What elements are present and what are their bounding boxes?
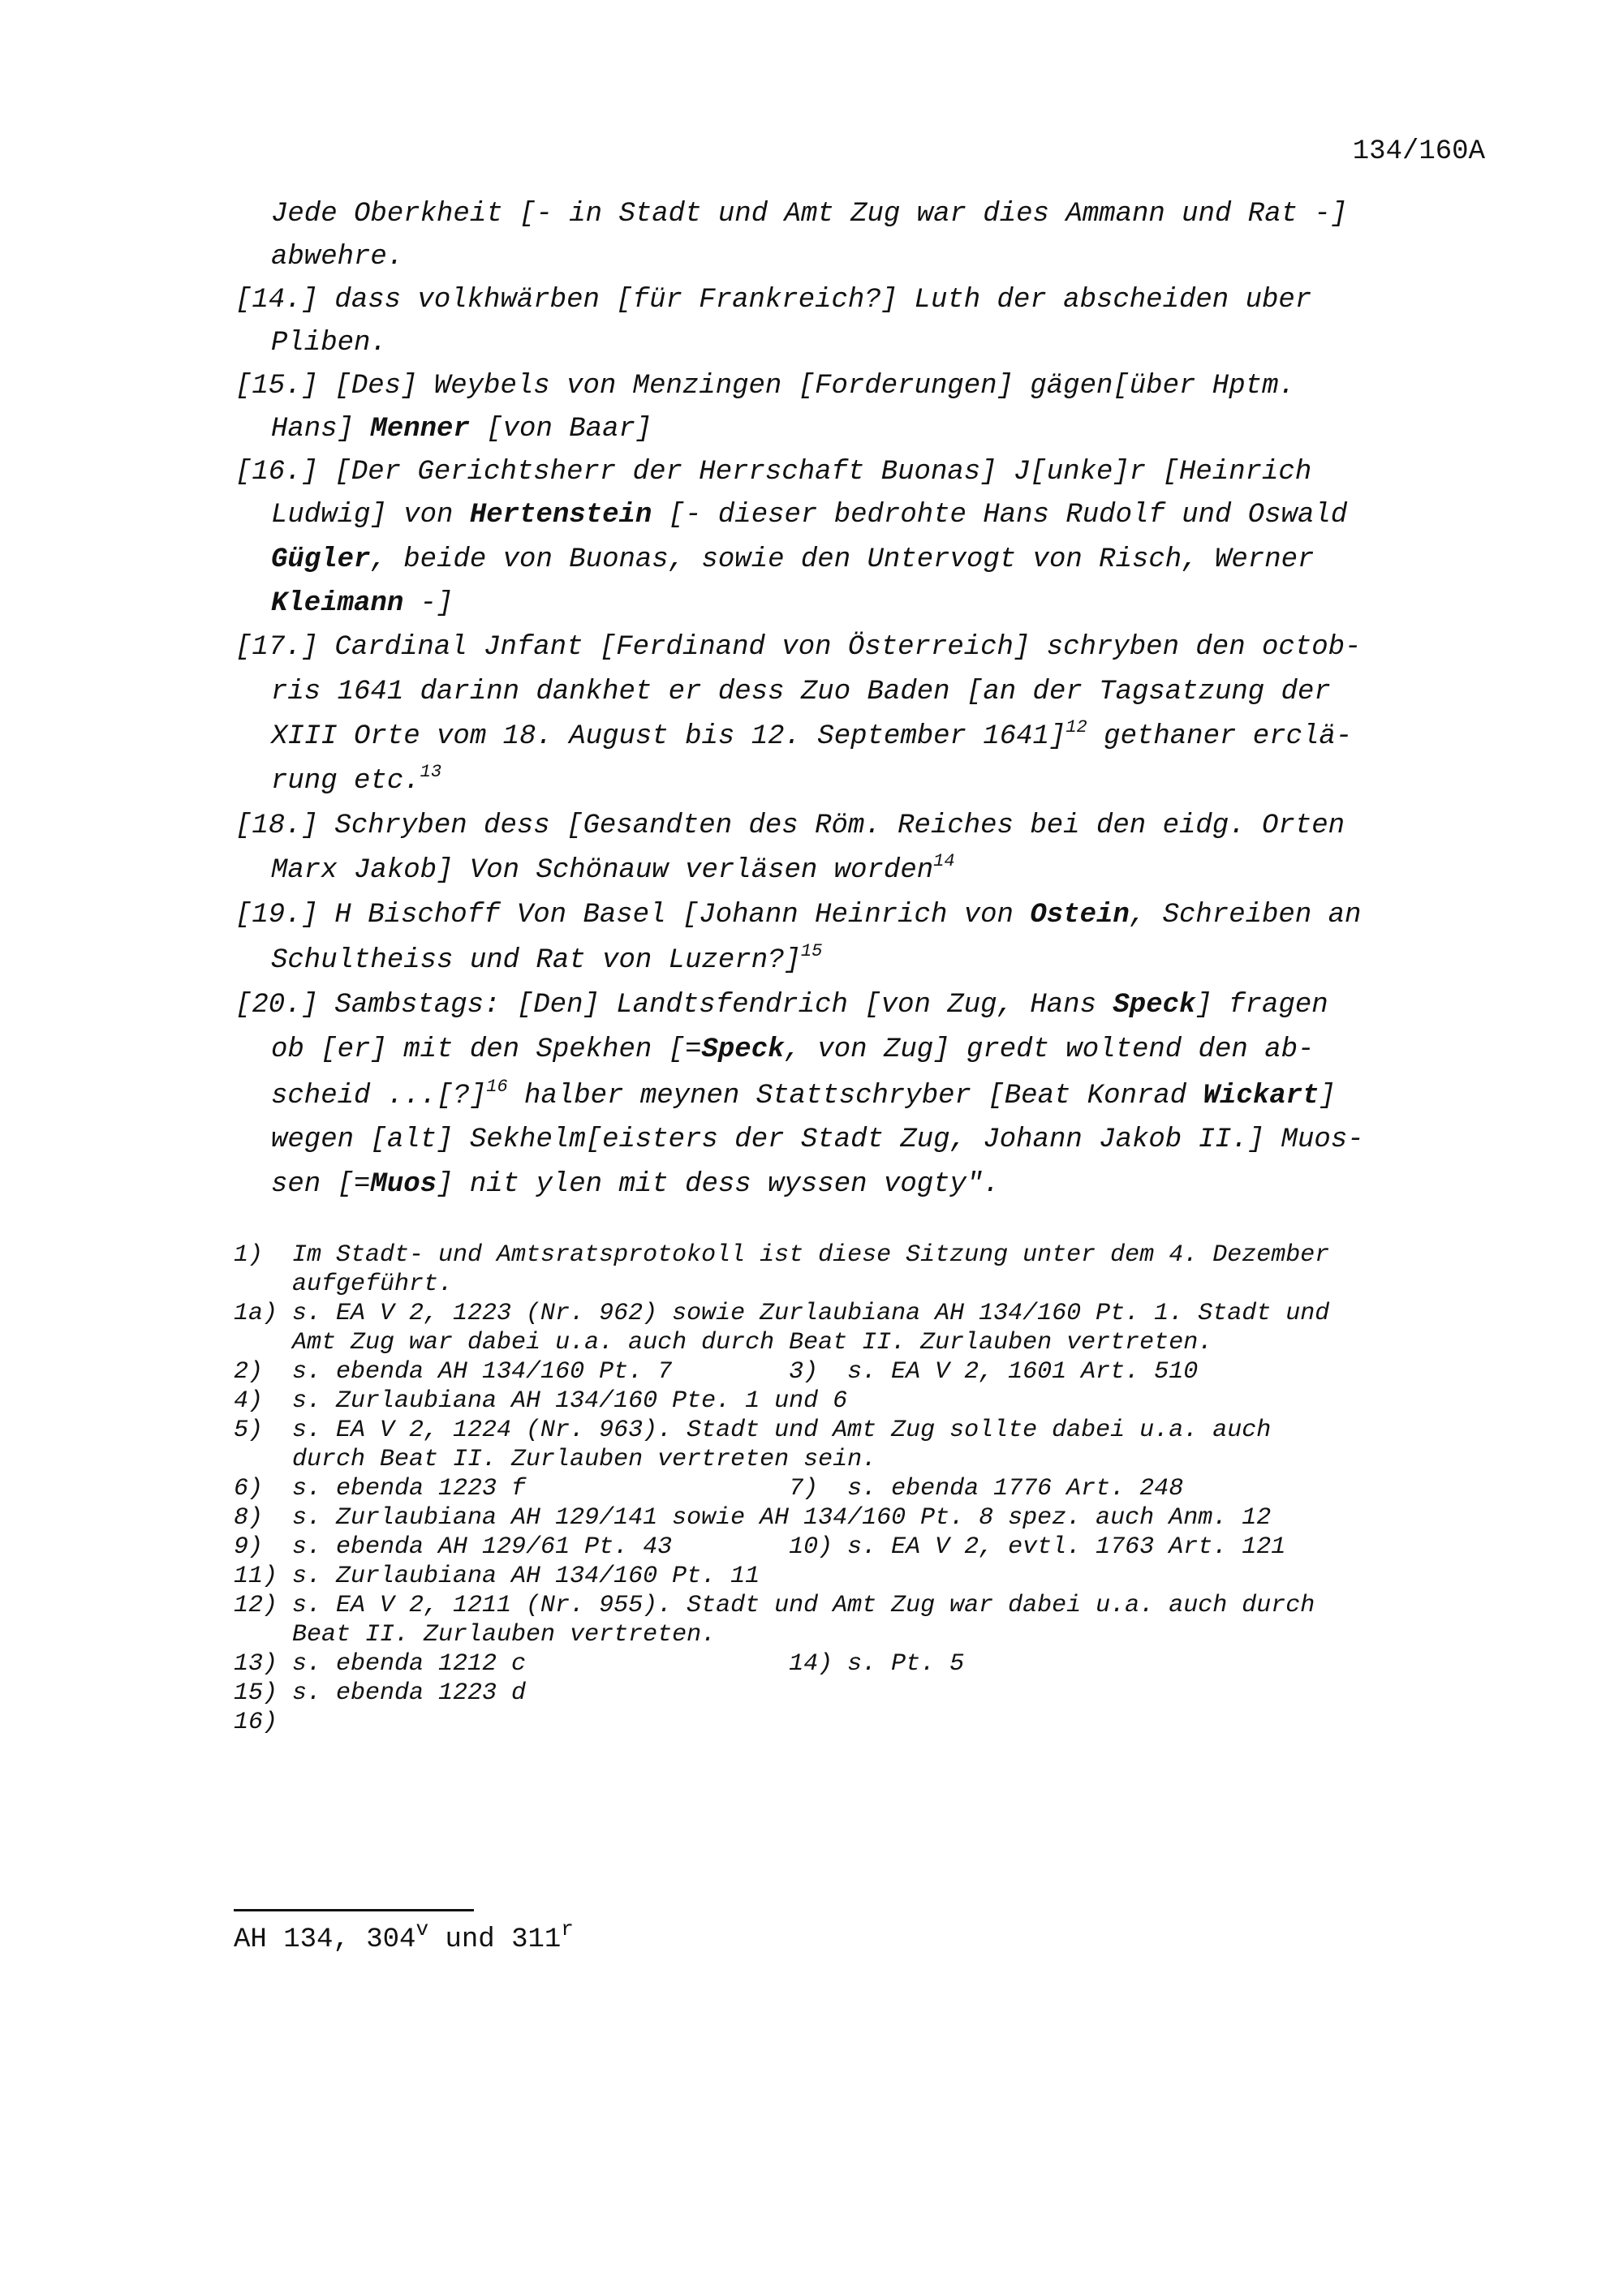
footnote: 6) s. ebenda 1223 f 7) s. ebenda 1776 Art. 248 xyxy=(234,1475,1184,1503)
footnote: 5) s. EA V 2, 1224 (Nr. 963). Stadt und Amt Zug sollte dabei u.a. auch xyxy=(234,1417,1272,1444)
text-line: Jede Oberkheit [- in Stadt und Amt Zug war dies Ammann und Rat -] xyxy=(271,199,1348,230)
archive-reference: AH 134, 304$^v$ und 311$^r$ xyxy=(234,1917,574,1955)
footnote: Beat II. Zurlauben vertreten. xyxy=(234,1621,717,1649)
footnote: Amt Zug war dabei u.a. auch durch Beat II. Zurlauben vertreten. xyxy=(234,1329,1213,1357)
footnote-ref: 15 xyxy=(800,941,823,961)
footnote: 4) s. Zurlaubiana AH 134/160 Pte. 1 und 6 xyxy=(234,1387,848,1415)
footnote-ref: 12 xyxy=(1065,717,1087,737)
text-line: Schultheiss und Rat von Luzern?]$^{15}$ xyxy=(271,941,823,976)
person-name: Gügler xyxy=(271,544,371,575)
text-line: ris 1641 darinn dankhet er dess Zuo Baden [an der Tagsatzung der xyxy=(271,677,1331,707)
footnote-ref: 16 xyxy=(486,1077,508,1097)
item-15-line: [15.] [Des] Weybels von Menzingen [Forderungen] gägen[über Hptm. xyxy=(235,371,1295,402)
footnote: durch Beat II. Zurlauben vertreten sein. xyxy=(234,1446,877,1473)
footnote: 2) s. ebenda AH 134/160 Pt. 7 3) s. EA V 2, 1601 Art. 510 xyxy=(234,1358,1199,1386)
person-name: Menner xyxy=(370,414,470,445)
person-name: Hertenstein xyxy=(469,500,652,531)
footnote-ref: 14 xyxy=(933,851,955,871)
footnote: 11) s. Zurlaubiana AH 134/160 Pt. 11 xyxy=(234,1563,760,1590)
text-line: Gügler, beide von Buonas, sowie den Untervogt von Risch, Werner xyxy=(271,544,1315,575)
text-line: scheid ...[?]$^{16}$ halber meynen Stattschryber [Beat Konrad Wickart] xyxy=(271,1077,1336,1111)
footnote-divider xyxy=(234,1909,474,1911)
person-name: Muos xyxy=(370,1169,437,1200)
footnote-ref: 13 xyxy=(420,762,442,782)
person-name: Wickart xyxy=(1203,1081,1319,1111)
footnote: 9) s. ebenda AH 129/61 Pt. 43 10) s. EA V 2, evtl. 1763 Art. 121 xyxy=(234,1533,1286,1561)
verso-mark: v xyxy=(415,1917,429,1941)
item-14-line: [14.] dass volkhwärben [für Frankreich?] Luth der abscheiden uber xyxy=(235,285,1312,316)
page-number: 134/160A xyxy=(1352,136,1485,167)
footnote: 13) s. ebenda 1212 c 14) s. Pt. 5 xyxy=(234,1650,965,1678)
person-name: Ostein xyxy=(1030,900,1130,931)
footnote: 1) Im Stadt- und Amtsratsprotokoll ist diese Sitzung unter dem 4. Dezember xyxy=(234,1241,1330,1269)
text-line: Pliben. xyxy=(271,328,387,359)
text-line: Ludwig] von Hertenstein [- dieser bedrohte Hans Rudolf und Oswald xyxy=(271,500,1348,531)
item-19-line: [19.] H Bischoff Von Basel [Johann Heinrich von Ostein, Schreiben an xyxy=(235,900,1362,931)
footnote: aufgeführt. xyxy=(234,1271,454,1298)
text-line: Hans] Menner [von Baar] xyxy=(271,414,652,445)
text-line: abwehre. xyxy=(271,242,404,273)
text-line: wegen [alt] Sekhelm[eisters der Stadt Zug, Johann Jakob II.] Muos- xyxy=(271,1124,1364,1155)
text-line: XIII Orte vom 18. August bis 12. September 1641]$^{12}$ gethaner erclä- xyxy=(271,717,1353,752)
item-18-line: [18.] Schryben dess [Gesandten des Röm. Reiches bei den eidg. Orten xyxy=(235,810,1345,841)
person-name: Speck xyxy=(701,1034,785,1065)
text-line: Marx Jakob] Von Schönauw verläsen worden$^{14}$ xyxy=(271,851,955,886)
item-20-line: [20.] Sambstags: [Den] Landtsfendrich [von Zug, Hans Speck] fragen xyxy=(235,990,1328,1021)
person-name: Kleimann xyxy=(271,588,404,619)
item-16-line: [16.] [Der Gerichtsherr der Herrschaft Buonas] J[unke]r [Heinrich xyxy=(235,457,1312,488)
footnote: 1a) s. EA V 2, 1223 (Nr. 962) sowie Zurlaubiana AH 134/160 Pt. 1. Stadt und xyxy=(234,1300,1330,1327)
person-name: Speck xyxy=(1113,990,1196,1021)
footnote: 16) xyxy=(234,1709,278,1736)
footnote: 15) s. ebenda 1223 d xyxy=(234,1679,527,1707)
footnote: 12) s. EA V 2, 1211 (Nr. 955). Stadt und Amt Zug war dabei u.a. auch durch xyxy=(234,1592,1315,1619)
text-line: rung etc.$^{13}$ xyxy=(271,762,442,797)
text-line: ob [er] mit den Spekhen [=Speck, von Zug] gredt woltend den ab- xyxy=(271,1034,1315,1065)
text-line: sen [=Muos] nit ylen mit dess wyssen vogty". xyxy=(271,1169,1000,1200)
item-17-line: [17.] Cardinal Jnfant [Ferdinand von Österreich] schryben den octob- xyxy=(235,632,1362,663)
footnote: 8) s. Zurlaubiana AH 129/141 sowie AH 134/160 Pt. 8 spez. auch Anm. 12 xyxy=(234,1504,1272,1532)
text-line: Kleimann -] xyxy=(271,588,454,619)
recto-mark: r xyxy=(561,1917,574,1941)
